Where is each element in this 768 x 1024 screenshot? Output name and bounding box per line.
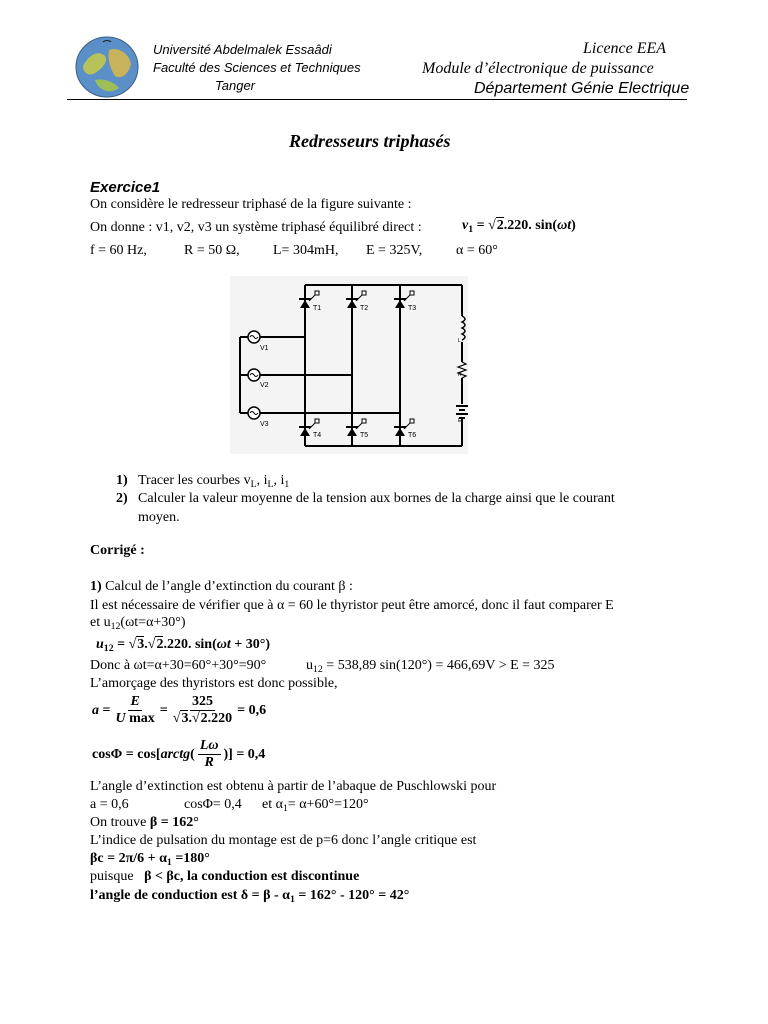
question-2-num: 2) — [116, 491, 128, 506]
a-equation: a = $\frac{E}{\text{U max}}$ = $\frac{325}{√3.√2.220}$ = 0,6 — [92, 694, 267, 726]
label-v2: V2 — [260, 382, 269, 389]
label-v1: V1 — [260, 345, 269, 352]
university-name: Université Abdelmalek Essaâdi — [153, 42, 332, 57]
donc-line: Donc à ωt=α+30=60°+30°=90° — [90, 658, 267, 673]
header-rule — [67, 99, 687, 100]
puisque-line: puisque β < βc, la conduction est discontinue — [90, 869, 360, 884]
label-t2: T2 — [360, 305, 369, 312]
department-name: Département Génie Electrique — [474, 80, 690, 97]
exercise-heading: Exercice1 — [90, 179, 161, 196]
step1-title: 1) Calcul de l’angle d’extinction du courant β : — [90, 579, 353, 594]
conduction-angle: l’angle de conduction est $\delta = \beta - \alpha_1 = 162^\circ - 120^\circ = 42^\circ$ — [90, 888, 410, 905]
amorcage-line: L’amorçage des thyristors est donc possible, — [90, 676, 338, 691]
corrige-line2: et $u_{12}(\omega t=\alpha+30^\circ)$ — [90, 615, 186, 632]
city-name: Tanger — [215, 78, 255, 93]
a-value: a = 0,6 — [90, 797, 129, 812]
university-logo — [75, 36, 139, 98]
beta-critical: $\beta c = 2\pi/6 + \alpha_1 =180^\circ$ — [90, 851, 210, 868]
label-t3: T3 — [408, 305, 417, 312]
question-2-cont: moyen. — [138, 510, 180, 525]
trouve-line: On trouve β = 162° — [90, 815, 199, 830]
rectifier-circuit — [230, 276, 468, 454]
module-name: Module d’électronique de puissance — [422, 60, 654, 77]
exercise-intro: On considère le redresseur triphasé de la figure suivante : — [90, 197, 412, 212]
param-l: L= 304mH, — [273, 243, 339, 258]
u12-value: $u_{12} = 538,89$ sin(120°) = 466,69V > E = 325 — [306, 658, 555, 675]
label-t6: T6 — [408, 432, 417, 439]
cosphi-value: cosΦ= 0,4 — [184, 797, 242, 812]
label-r: R — [458, 372, 462, 378]
question-2: Calculer la valeur moyenne de la tension aux bornes de la charge ainsi que le courant — [138, 491, 615, 506]
question-1-num: 1) — [116, 473, 128, 488]
param-f: f = 60 Hz, — [90, 243, 147, 258]
question-1: Tracer les courbes $v_L$, $i_L$, $i_1$ — [138, 473, 290, 490]
label-l: L — [458, 338, 461, 344]
param-alpha: α = 60° — [456, 243, 498, 258]
param-e: E = 325V, — [366, 243, 423, 258]
label-t4: T4 — [313, 432, 322, 439]
exercise-given: On donne : v1, v2, v3 un système triphasé équilibré direct : — [90, 220, 422, 235]
label-t5: T5 — [360, 432, 369, 439]
pulsation-line: L’indice de pulsation du montage est de p=6 donc l’angle critique est — [90, 833, 477, 848]
faculty-name: Faculté des Sciences et Techniques — [153, 60, 361, 75]
alpha1-value: et $\alpha_1= \alpha+60^\circ=120^\circ$ — [262, 797, 369, 814]
corrige-line1: Il est nécessaire de vérifier que à α = 60 le thyristor peut être amorcé, donc il faut comparer E — [90, 598, 614, 613]
corrige-heading: Corrigé : — [90, 543, 145, 558]
u12-equation: $u_{12} = √3.√2.220$. sin(ωt + 30°) — [96, 637, 271, 654]
page-title: Redresseurs triphasés — [289, 131, 451, 151]
param-r: R = 50 Ω, — [184, 243, 240, 258]
extinction-line: L’angle d’extinction est obtenu à partir de l’abaque de Puschlowski pour — [90, 779, 497, 794]
label-t1: T1 — [313, 305, 322, 312]
label-v3: V3 — [260, 421, 269, 428]
program-name: Licence EEA — [583, 40, 667, 57]
label-e: E — [458, 418, 462, 424]
v1-equation: $v_1 = √2.220$. sin(ωt) — [462, 218, 576, 235]
cosphi-equation: cosΦ = cos[ arctg ( $\frac{L\omega}{R}$ )] = 0,4 — [92, 738, 266, 770]
